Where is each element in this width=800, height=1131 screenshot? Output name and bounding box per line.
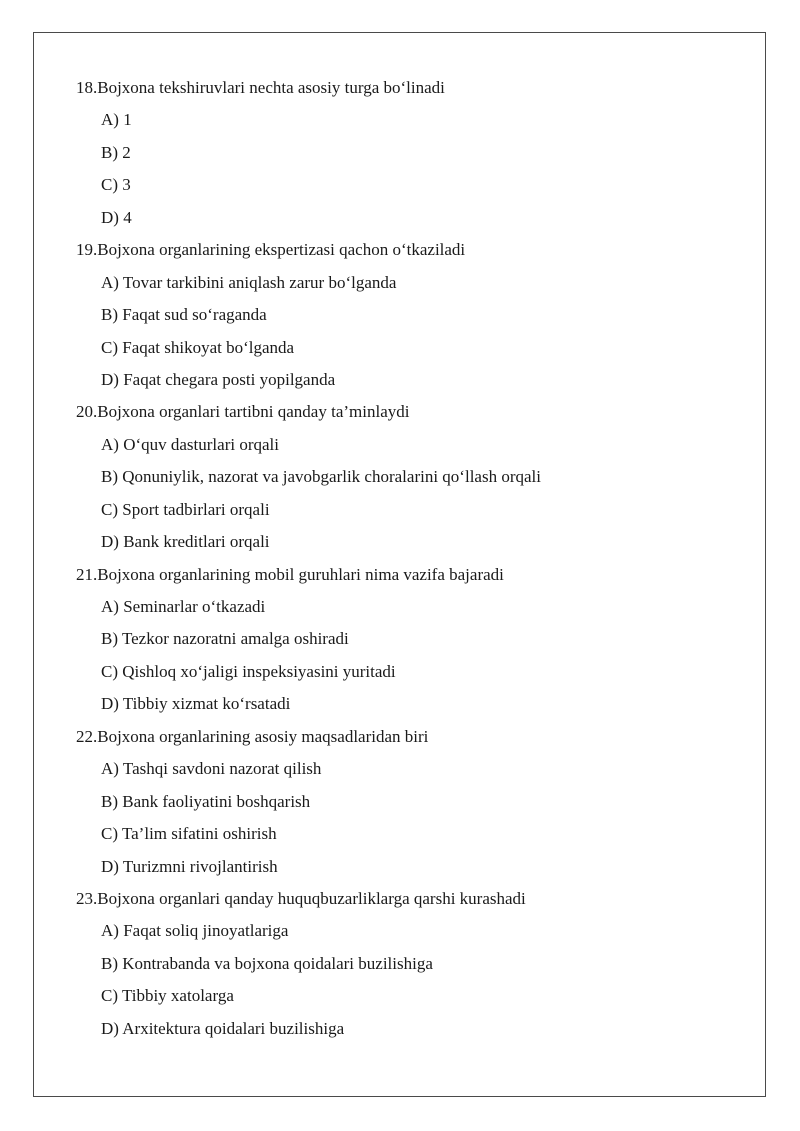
question-text: 22.Bojxona organlarining asosiy maqsadlaridan biri bbox=[76, 726, 429, 746]
option-c: C) Faqat shikoyat bo‘lganda bbox=[101, 337, 295, 357]
option-d: D) Tibbiy xizmat ko‘rsatadi bbox=[101, 694, 291, 714]
option-b: B) Qonuniylik, nazorat va javobgarlik choralarini qo‘llash orqali bbox=[101, 467, 541, 487]
option-c: C) Sport tadbirlari orqali bbox=[101, 499, 270, 519]
option-b: B) Tezkor nazoratni amalga oshiradi bbox=[101, 629, 349, 649]
option-d: D) Faqat chegara posti yopilganda bbox=[101, 369, 336, 389]
option-b: B) Kontrabanda va bojxona qoidalari buzilishiga bbox=[101, 953, 433, 973]
option-list bbox=[76, 429, 756, 559]
option-list bbox=[76, 104, 756, 234]
option-a: A) Seminarlar o‘tkazadi bbox=[101, 597, 266, 616]
option-d: D) Arxitektura qoidalari buzilishiga bbox=[101, 1018, 345, 1038]
question-text: 21.Bojxona organlarining mobil guruhlari nima vazifa bajaradi bbox=[76, 564, 504, 584]
option-d: D) 4 bbox=[101, 207, 132, 227]
option-list bbox=[76, 591, 756, 721]
option-c: C) Ta’lim sifatini oshirish bbox=[101, 824, 277, 844]
option-a: A) O‘quv dasturlari orqali bbox=[101, 434, 279, 454]
option-b: B) 2 bbox=[101, 142, 131, 162]
option-a: A) Faqat soliq jinoyatlariga bbox=[101, 921, 289, 941]
option-a: A) 1 bbox=[101, 110, 132, 130]
question-23 bbox=[76, 883, 756, 1045]
option-b: B) Faqat sud so‘raganda bbox=[101, 305, 267, 325]
option-list bbox=[76, 915, 756, 1045]
option-d: D) Turizmni rivojlantirish bbox=[101, 856, 278, 876]
question-20 bbox=[76, 396, 756, 558]
option-c: C) Qishloq xo‘jaligi inspeksiyasini yuritadi bbox=[101, 661, 396, 681]
option-b: B) Bank faoliyatini boshqarish bbox=[101, 791, 311, 811]
option-c: C) 3 bbox=[101, 175, 131, 195]
option-c: C) Tibbiy xatolarga bbox=[101, 986, 234, 1006]
option-d: D) Bank kreditlari orqali bbox=[101, 532, 270, 552]
question-text: 20.Bojxona organlari tartibni qanday ta’minlaydi bbox=[76, 402, 410, 422]
question-21 bbox=[76, 559, 756, 721]
option-list bbox=[76, 753, 756, 883]
question-19 bbox=[76, 234, 756, 396]
question-text: 23.Bojxona organlari qanday huquqbuzarliklarga qarshi kurashadi bbox=[76, 888, 526, 908]
question-18 bbox=[76, 72, 756, 234]
option-list bbox=[76, 267, 756, 397]
question-list bbox=[76, 72, 756, 1045]
question-text: 19.Bojxona organlarining ekspertizasi qachon o‘tkaziladi bbox=[76, 240, 466, 260]
question-text: 18.Bojxona tekshiruvlari nechta asosiy turga bo‘linadi bbox=[76, 78, 445, 97]
option-a: A) Tovar tarkibini aniqlash zarur bo‘lganda bbox=[101, 272, 397, 292]
question-22 bbox=[76, 721, 756, 883]
option-a: A) Tashqi savdoni nazorat qilish bbox=[101, 759, 322, 779]
